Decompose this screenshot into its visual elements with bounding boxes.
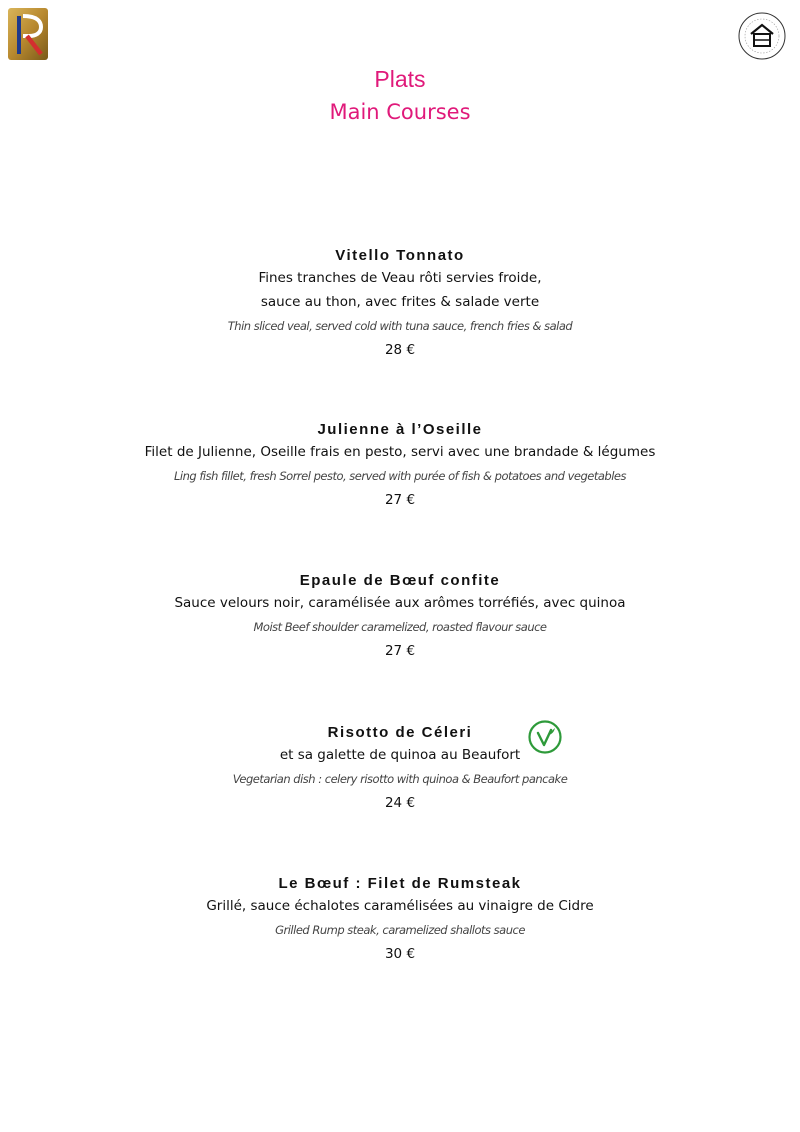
dish-name: Julienne à l’Oseille bbox=[317, 421, 483, 438]
dish-price: 27 € bbox=[384, 492, 416, 508]
dish-description-en: Grilled Rump steak, caramelized shallots sauce bbox=[275, 923, 525, 937]
dish-name: Risotto de Céleri bbox=[327, 724, 473, 741]
dish-name: Le Bœuf : Filet de Rumsteak bbox=[278, 875, 522, 892]
menu-item bbox=[0, 571, 800, 663]
dish-description-fr: Fines tranches de Veau rôti servies froide, bbox=[258, 270, 542, 286]
dish-description-fr: Grillé, sauce échalotes caramélisées au vinaigre de Cidre bbox=[206, 898, 594, 914]
dish-price: 24 € bbox=[384, 795, 416, 811]
menu-item bbox=[0, 723, 800, 815]
page-title: Plats bbox=[374, 66, 426, 92]
dish-name: Epaule de Bœuf confite bbox=[299, 572, 501, 589]
menu-item bbox=[0, 420, 800, 512]
dish-description-fr: Filet de Julienne, Oseille frais en pesto, servi avec une brandade & légumes bbox=[144, 444, 656, 460]
menu-item bbox=[0, 246, 800, 362]
menu-item bbox=[0, 874, 800, 966]
dish-price: 27 € bbox=[384, 643, 416, 659]
dish-description-en: Vegetarian dish : celery risotto with quinoa & Beaufort pancake bbox=[232, 772, 568, 786]
dish-description-en: Ling fish fillet, fresh Sorrel pesto, served with purée of fish & potatoes and vegetables bbox=[174, 469, 626, 483]
vegetarian-leaf-icon bbox=[527, 719, 563, 755]
dish-description-fr: Sauce velours noir, caramélisée aux arômes torréfiés, avec quinoa bbox=[174, 595, 626, 611]
maison-seal-icon bbox=[736, 10, 788, 62]
dish-price: 28 € bbox=[384, 342, 416, 358]
page-subtitle: Main Courses bbox=[329, 100, 471, 124]
dish-description-fr: sauce au thon, avec frites & salade verte bbox=[260, 294, 540, 310]
dish-price: 30 € bbox=[384, 946, 416, 962]
dish-description-fr: et sa galette de quinoa au Beaufort bbox=[279, 747, 521, 763]
dish-name: Vitello Tonnato bbox=[335, 247, 465, 264]
restaurant-logo-icon bbox=[8, 8, 48, 60]
dish-description-en: Moist Beef shoulder caramelized, roasted flavour sauce bbox=[253, 620, 547, 634]
dish-description-en: Thin sliced veal, served cold with tuna sauce, french fries & salad bbox=[227, 319, 573, 333]
